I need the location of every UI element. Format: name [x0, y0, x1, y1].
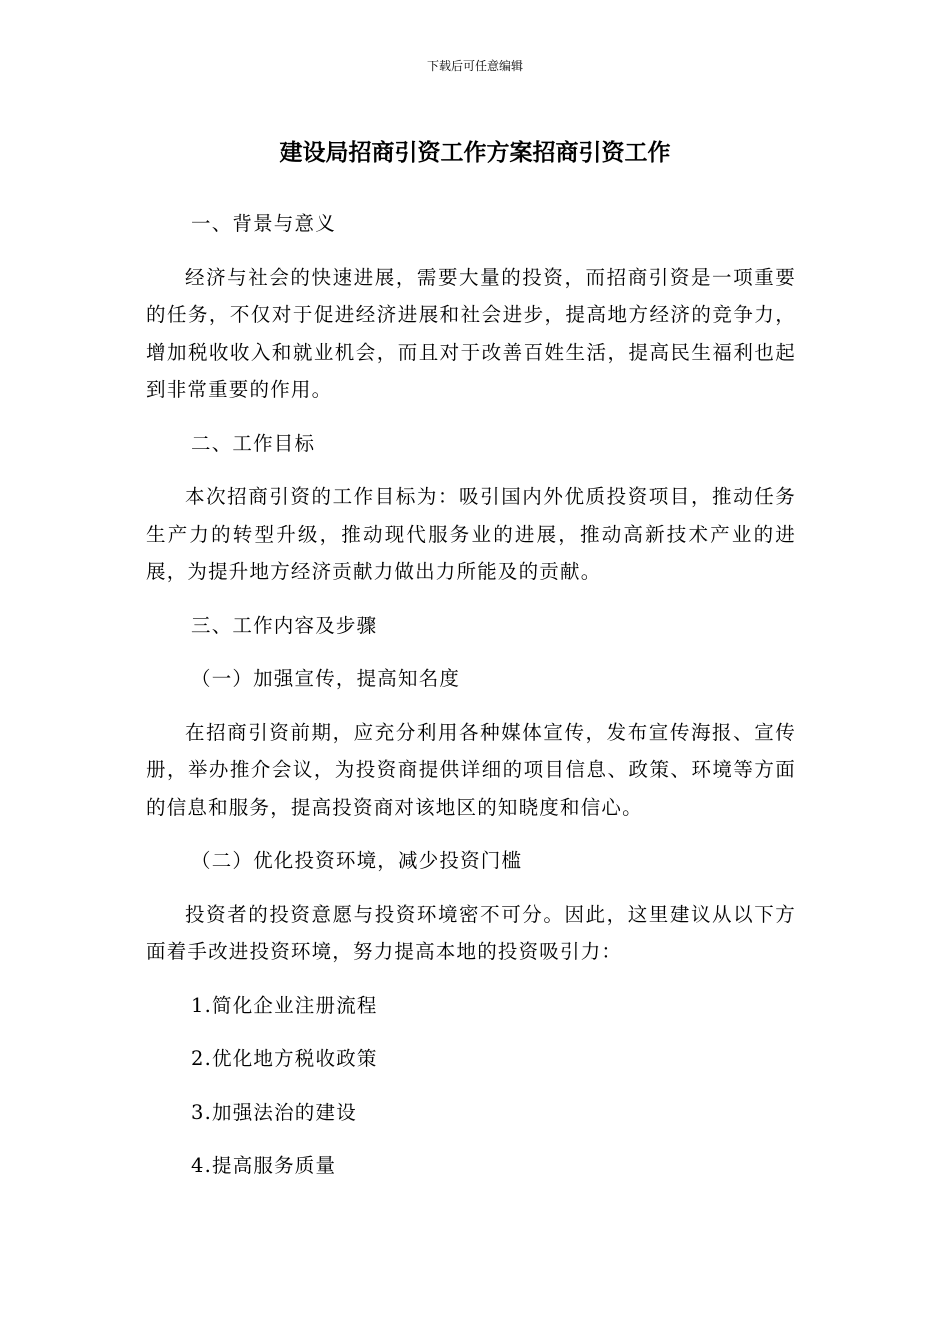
header-note: 下载后可任意编辑 [426, 59, 523, 73]
document-title: 建设局招商引资工作方案招商引资工作 [279, 140, 671, 166]
list-item: 3.加强法治的建设 [191, 1100, 357, 1124]
section-heading-content-steps: 三、工作内容及步骤 [191, 613, 378, 637]
list-item: 4.提高服务质量 [191, 1154, 337, 1177]
paragraph-background: 经济与社会的快速进展，需要大量的投资，而招商引资是一项重要的任务，不仅对于促进经济进展和社会进步，提高地方经济的竞争力，增加税收收入和就业机会，而且对于改善百姓生活，提高民生福利也起到非常重要的作用。 [146, 265, 796, 401]
paragraph-publicity: 在招商引资前期，应充分利用各种媒体宣传，发布宣传海报、宣传册，举办推介会议，为投资商提供详细的项目信息、政策、环境等方面的信息和服务，提高投资商对该地区的知晓度和信心。 [146, 720, 796, 819]
subsection-heading-environment: （二）优化投资环境，减少投资门槛 [191, 849, 523, 872]
subsection-heading-publicity: （一）加强宣传，提高知名度 [191, 667, 461, 690]
list-item: 2.优化地方税收政策 [191, 1047, 378, 1070]
paragraph-goals: 本次招商引资的工作目标为：吸引国内外优质投资项目，推动任务生产力的转型升级，推动现代服务业的进展，推动高新技术产业的进展，为提升地方经济贡献力做出力所能及的贡献。 [146, 485, 796, 583]
section-heading-goals: 二、工作目标 [191, 431, 316, 455]
document-body [146, 205, 796, 1201]
section-heading-background: 一、背景与意义 [191, 212, 336, 235]
paragraph-environment: 投资者的投资意愿与投资环境密不可分。因此，这里建议从以下方面着手改进投资环境，努力提高本地的投资吸引力： [146, 902, 796, 963]
list-item: 1.简化企业注册流程 [191, 993, 378, 1017]
